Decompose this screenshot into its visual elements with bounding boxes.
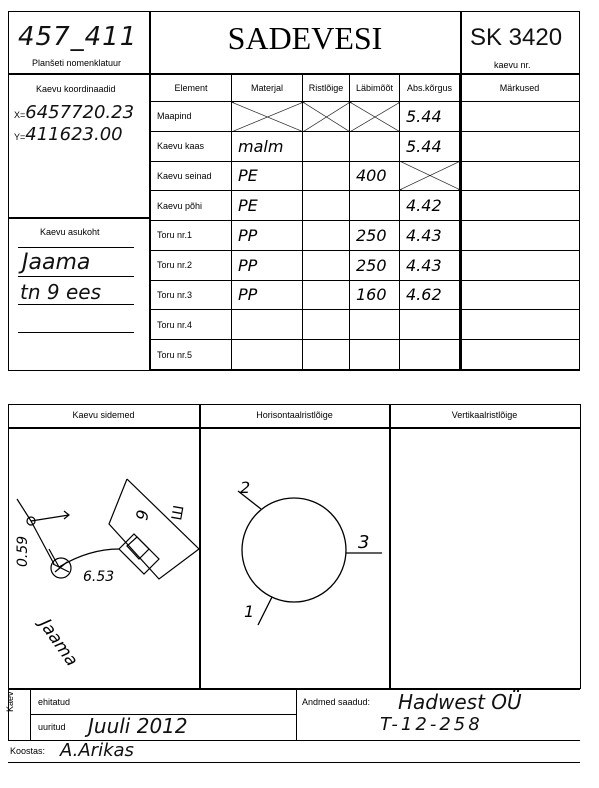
row-element: Toru nr.5 xyxy=(151,340,232,370)
row-diameter xyxy=(350,102,400,132)
row-material: PP xyxy=(232,221,303,251)
coord-y-value: 411623.00 xyxy=(25,124,123,145)
links-house-number: 9 xyxy=(132,508,153,522)
col-notes: Märkused xyxy=(460,75,580,102)
coord-x-row xyxy=(14,102,134,123)
col-abs-height: Abs.kõrgus xyxy=(400,75,460,102)
table-row xyxy=(151,250,580,280)
row-diameter xyxy=(350,310,400,340)
row-notes xyxy=(460,250,580,280)
table-row xyxy=(151,161,580,191)
row-element: Toru nr.3 xyxy=(151,280,232,310)
row-element: Toru nr.4 xyxy=(151,310,232,340)
well-number-label: kaevu nr. xyxy=(494,60,531,70)
row-element: Maapind xyxy=(151,102,232,132)
row-element: Kaevu seinad xyxy=(151,161,232,191)
row-cross xyxy=(303,280,350,310)
row-element: Toru nr.1 xyxy=(151,221,232,251)
nomenclature-label: Planšeti nomenklatuur xyxy=(32,58,122,68)
row-notes xyxy=(460,221,580,251)
row-notes xyxy=(460,161,580,191)
links-label: Kaevu sidemed xyxy=(72,410,135,420)
surveyed-value: Juuli 2012 xyxy=(88,714,188,738)
row-height: 4.43 xyxy=(400,250,460,280)
row-notes xyxy=(460,131,580,161)
row-cross xyxy=(303,102,350,132)
row-material xyxy=(232,102,303,132)
row-cross xyxy=(303,161,350,191)
built-label: ehitatud xyxy=(38,697,71,707)
table-row xyxy=(151,191,580,221)
row-height xyxy=(400,161,460,191)
row-cross xyxy=(303,191,350,221)
data-source-value: Hadwest OÜ xyxy=(398,690,522,714)
horizontal-section-label: Horisontaalristlõige xyxy=(256,410,333,420)
row-material: PP xyxy=(232,250,303,280)
row-diameter: 400 xyxy=(350,161,400,191)
coord-y-prefix: Y= xyxy=(14,132,26,142)
row-element: Toru nr.2 xyxy=(151,250,232,280)
links-distance-1: 0.59 xyxy=(15,535,31,567)
author-value: A.Arikas xyxy=(60,740,134,761)
row-height xyxy=(400,310,460,340)
coord-x-value: 6457720.23 xyxy=(25,102,135,123)
row-diameter xyxy=(350,340,400,370)
links-street-name: Jaama xyxy=(34,615,82,671)
row-notes xyxy=(460,310,580,340)
row-cross xyxy=(303,250,350,280)
row-material: PP xyxy=(232,280,303,310)
horizontal-section-sketch xyxy=(200,429,389,687)
row-notes xyxy=(460,280,580,310)
col-cross-section: Ristlõige xyxy=(303,75,350,102)
links-pi-mark: Ш xyxy=(169,504,188,522)
row-notes xyxy=(460,340,580,370)
row-diameter: 160 xyxy=(350,280,400,310)
col-element: Element xyxy=(151,75,232,102)
author-label: Koostas: xyxy=(10,746,46,756)
table-row xyxy=(151,102,580,132)
kaev-label: Kaev xyxy=(5,691,15,712)
row-cross xyxy=(303,131,350,161)
row-diameter xyxy=(350,191,400,221)
links-distance-2: 6.53 xyxy=(83,569,115,585)
row-diameter: 250 xyxy=(350,221,400,251)
nomenclature-value: 457_411 xyxy=(18,22,138,52)
table-row xyxy=(151,340,580,370)
coordinates-label: Kaevu koordinaadid xyxy=(36,84,116,94)
well-number-value: SK 3420 xyxy=(470,24,563,51)
table-row xyxy=(151,131,580,161)
location-label: Kaevu asukoht xyxy=(40,227,100,237)
row-cross xyxy=(303,221,350,251)
table-row xyxy=(151,280,580,310)
data-source-label: Andmed saadud: xyxy=(302,697,371,707)
location-line1: Jaama xyxy=(22,250,91,275)
row-material: PE xyxy=(232,191,303,221)
col-material: Materjal xyxy=(232,75,303,102)
surveyed-label: uuritud xyxy=(38,722,66,732)
vertical-section-label: Vertikaalristlõige xyxy=(451,410,518,420)
row-material: malm xyxy=(232,131,303,161)
pipe-3-label: 3 xyxy=(358,532,370,553)
row-element: Kaevu kaas xyxy=(151,131,232,161)
row-element: Kaevu põhi xyxy=(151,191,232,221)
row-height: 4.42 xyxy=(400,191,460,221)
pipe-1-label: 1 xyxy=(244,602,255,621)
row-height xyxy=(400,340,460,370)
table-row xyxy=(151,221,580,251)
links-sketch xyxy=(9,429,199,687)
row-height: 5.44 xyxy=(400,131,460,161)
row-diameter xyxy=(350,131,400,161)
row-height: 4.62 xyxy=(400,280,460,310)
row-cross xyxy=(303,310,350,340)
row-cross xyxy=(303,340,350,370)
data-table xyxy=(150,74,580,370)
row-material xyxy=(232,310,303,340)
coord-x-prefix: X= xyxy=(14,110,26,120)
data-source-ref: T-12-258 xyxy=(380,714,483,735)
table-row xyxy=(151,310,580,340)
row-notes xyxy=(460,191,580,221)
pipe-2-label: 2 xyxy=(240,478,251,497)
row-height: 4.43 xyxy=(400,221,460,251)
row-material: PE xyxy=(232,161,303,191)
row-material xyxy=(232,340,303,370)
row-height: 5.44 xyxy=(400,102,460,132)
coord-y-row xyxy=(14,124,123,145)
col-diameter: Läbimõõt xyxy=(350,75,400,102)
form-title: SADEVESI xyxy=(227,20,383,56)
location-line2: tn 9 ees xyxy=(20,280,101,304)
row-notes xyxy=(460,102,580,132)
row-diameter: 250 xyxy=(350,250,400,280)
